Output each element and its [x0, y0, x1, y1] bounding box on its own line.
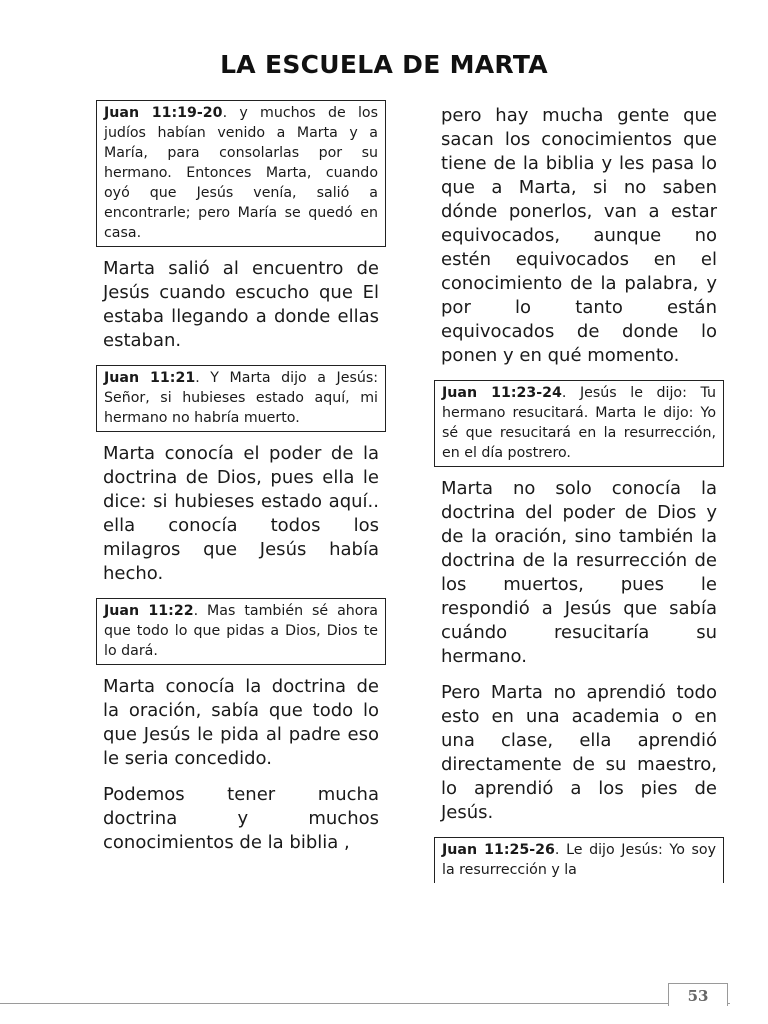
body-paragraph: Podemos tener mucha doctrina y muchos conocimientos de la biblia , [103, 784, 379, 853]
body-paragraph: Marta conocía el poder de la doctrina de Dios, pues ella le dice: si hubieses estado aquí.. ella conocía todos los milagros que Jesús había hecho. [103, 443, 379, 584]
verse-reference: Juan 11:22 [104, 603, 194, 619]
page-title: LA ESCUELA DE MARTA [220, 50, 548, 79]
verse-text: . Jesús le dijo: Tu hermano resucitará. Marta le dijo: Yo sé que resucitará en la resurrección, en el día postrero. [442, 385, 716, 461]
verse-reference: Juan 11:25-26 [442, 842, 555, 858]
body-paragraph: Marta conocía la doctrina de la oración, sabía que todo lo que Jesús le pida al padre eso le seria concedido. [103, 676, 379, 769]
verse-box-juan-11-22 [96, 598, 386, 665]
verse-text: . y muchos de los judíos habían venido a Marta y a María, para consolarlas por su hermano. Entonces Marta, cuando oyó que Jesús venía, salió a encontrarle; pero María se quedó en casa. [104, 105, 378, 241]
verse-box-juan-11-25 [434, 837, 724, 883]
verse-reference: Juan 11:23-24 [442, 385, 562, 401]
verse-text: . Y Marta dijo a Jesús: Señor, si hubieses estado aquí, mi hermano no habría muerto. [104, 370, 378, 426]
left-column [96, 100, 386, 867]
verse-box-juan-11-19 [96, 100, 386, 247]
body-paragraph: Marta salió al encuentro de Jesús cuando escucho que El estaba llegando a donde ellas estaban. [103, 258, 379, 351]
footer-rule [0, 1003, 730, 1004]
body-paragraph: Pero Marta no aprendió todo esto en una academia o en una clase, ella aprendió directamente de su maestro, lo aprendió a los pies de Jesús. [441, 682, 717, 823]
right-column [434, 104, 724, 893]
body-paragraph: pero hay mucha gente que sacan los conocimientos que tiene de la biblia y les pasa lo que a Marta, si no saben dónde ponerlos, van a estar equivocados, aunque no estén equivocados en el conocimiento de la palabra, y por lo tanto están equivocados de donde lo ponen y en qué momento. [441, 105, 717, 366]
verse-text: . Le dijo Jesús: Yo soy la resurrección y la [442, 842, 716, 878]
verse-box-juan-11-23 [434, 380, 724, 467]
verse-text: . Mas también sé ahora que todo lo que pidas a Dios, Dios te lo dará. [104, 603, 378, 659]
verse-reference: Juan 11:21 [104, 370, 196, 386]
verse-box-juan-11-21 [96, 365, 386, 432]
body-paragraph: Marta no solo conocía la doctrina del poder de Dios y de la oración, sino también la doctrina de la resurrección de los muertos, pues le respondió a Jesús que sabía cuándo resucitaría su hermano. [441, 478, 717, 667]
verse-reference: Juan 11:19-20 [104, 105, 223, 121]
page-number: 53 [668, 983, 728, 1006]
